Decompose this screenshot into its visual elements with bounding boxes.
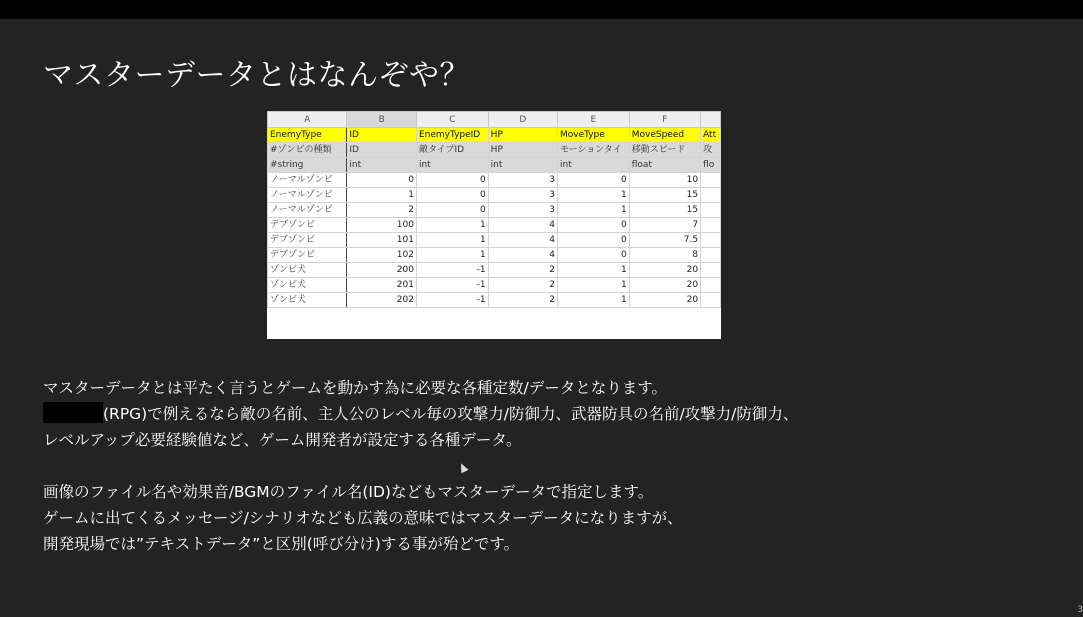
- table-cell: 4: [488, 233, 557, 248]
- table-cell: 1: [557, 278, 629, 293]
- table-cell: MoveSpeed: [629, 128, 700, 143]
- table-cell: int: [488, 158, 557, 173]
- table-cell: Att: [701, 128, 721, 143]
- table-cell: 0: [416, 188, 488, 203]
- table-cell: EnemyType: [268, 128, 347, 143]
- column-letter: B: [347, 112, 417, 128]
- table-cell: 1: [557, 203, 629, 218]
- table-row: [268, 128, 721, 143]
- table-cell: ゾンビ犬: [268, 278, 347, 293]
- top-bar: [0, 0, 1083, 19]
- table-cell: 0: [557, 248, 629, 263]
- table-cell: 2: [488, 263, 557, 278]
- table-row: [268, 248, 721, 263]
- column-header-row: [268, 112, 721, 128]
- table-cell: 3: [488, 203, 557, 218]
- table-cell: デブゾンビ: [268, 218, 347, 233]
- table-cell: デブゾンビ: [268, 248, 347, 263]
- table-cell: [701, 248, 721, 263]
- table-cell: 200: [347, 263, 417, 278]
- table-row: [268, 233, 721, 248]
- table-cell: 101: [347, 233, 417, 248]
- table-cell: 3: [488, 173, 557, 188]
- table-cell: 7.5: [629, 233, 700, 248]
- table-cell: 1: [557, 293, 629, 308]
- column-letter: [701, 112, 721, 128]
- table-cell: 15: [629, 188, 700, 203]
- table-cell: ノーマルゾンビ: [268, 173, 347, 188]
- column-letter: C: [416, 112, 488, 128]
- table-cell: [701, 188, 721, 203]
- table-cell: flo: [701, 158, 721, 173]
- paragraph-gap: [43, 453, 1043, 479]
- table-row: [268, 143, 721, 158]
- table-cell: 15: [629, 203, 700, 218]
- body-line: 開発現場では”テキストデータ”と区別(呼び分け)する事が殆どです。: [43, 535, 520, 553]
- table-row: [268, 218, 721, 233]
- table-row: [268, 188, 721, 203]
- table-cell: int: [557, 158, 629, 173]
- table-cell: 移動スピード: [629, 143, 700, 158]
- table-cell: HP: [488, 143, 557, 158]
- table-cell: ゾンビ犬: [268, 263, 347, 278]
- table-cell: 敵タイプID: [416, 143, 488, 158]
- column-letter: A: [268, 112, 347, 128]
- column-letter: D: [488, 112, 557, 128]
- table-cell: EnemyTypeID: [416, 128, 488, 143]
- table-cell: 2: [488, 278, 557, 293]
- spreadsheet-image: [267, 111, 721, 339]
- table-cell: 202: [347, 293, 417, 308]
- table-cell: float: [629, 158, 700, 173]
- table-cell: 8: [629, 248, 700, 263]
- body-line-text: (RPG)で例えるなら敵の名前、主人公のレベル毎の攻撃力/防御力、武器防具の名前/攻撃力/防御力、: [103, 405, 799, 423]
- table-cell: 1: [557, 263, 629, 278]
- table-cell: ゾンビ犬: [268, 293, 347, 308]
- page-number: 3: [1077, 605, 1083, 615]
- table-cell: 1: [416, 233, 488, 248]
- table-cell: 100: [347, 218, 417, 233]
- table-cell: 1: [347, 188, 417, 203]
- body-line: レベルアップ必要経験値など、ゲーム開発者が設定する各種データ。: [43, 431, 522, 449]
- table-cell: [701, 263, 721, 278]
- table-cell: 10: [629, 173, 700, 188]
- table-cell: -1: [416, 263, 488, 278]
- table-cell: 4: [488, 218, 557, 233]
- table-cell: 2: [347, 203, 417, 218]
- body-text: [43, 375, 1043, 557]
- body-line: [43, 401, 1043, 427]
- table-cell: ノーマルゾンビ: [268, 188, 347, 203]
- table-cell: #string: [268, 158, 347, 173]
- table-cell: [701, 233, 721, 248]
- table-cell: MoveType: [557, 128, 629, 143]
- table-cell: 201: [347, 278, 417, 293]
- redaction-box: [43, 402, 103, 423]
- body-line: マスターデータとは平たく言うとゲームを動かす為に必要な各種定数/データとなります。: [43, 379, 667, 397]
- column-letter: E: [557, 112, 629, 128]
- table-cell: 2: [488, 293, 557, 308]
- table-cell: 0: [347, 173, 417, 188]
- table-cell: 7: [629, 218, 700, 233]
- table-row: [268, 293, 721, 308]
- body-line: 画像のファイル名や効果音/BGMのファイル名(ID)などもマスターデータで指定します。: [43, 483, 654, 501]
- table-cell: ノーマルゾンビ: [268, 203, 347, 218]
- table-cell: 1: [557, 188, 629, 203]
- slide-title: マスターデータとはなんぞや？: [43, 58, 470, 93]
- table-cell: 0: [557, 173, 629, 188]
- table-cell: [701, 173, 721, 188]
- column-letter: F: [629, 112, 700, 128]
- table-cell: #ゾンビの種類: [268, 143, 347, 158]
- table-cell: [701, 218, 721, 233]
- table-cell: 0: [416, 173, 488, 188]
- body-line: ゲームに出てくるメッセージ/シナリオなども広義の意味ではマスターデータになりますが、: [43, 509, 683, 527]
- table-cell: モーションタイ: [557, 143, 629, 158]
- table-cell: 20: [629, 263, 700, 278]
- table-cell: HP: [488, 128, 557, 143]
- table-cell: 0: [557, 218, 629, 233]
- table-cell: -1: [416, 278, 488, 293]
- table-cell: ID: [347, 128, 417, 143]
- table-row: [268, 263, 721, 278]
- table-cell: ID: [347, 143, 417, 158]
- table-row: [268, 158, 721, 173]
- table-row: [268, 203, 721, 218]
- table-cell: 0: [557, 233, 629, 248]
- table-cell: 1: [416, 218, 488, 233]
- table-cell: 攻: [701, 143, 721, 158]
- table-cell: 102: [347, 248, 417, 263]
- table-cell: 20: [629, 293, 700, 308]
- table-cell: 1: [416, 248, 488, 263]
- table-cell: [701, 278, 721, 293]
- table-row: [268, 173, 721, 188]
- table-cell: int: [347, 158, 417, 173]
- master-data-table: [267, 111, 721, 308]
- table-cell: デブゾンビ: [268, 233, 347, 248]
- table-cell: [701, 293, 721, 308]
- table-row: [268, 278, 721, 293]
- table-cell: [701, 203, 721, 218]
- table-cell: int: [416, 158, 488, 173]
- table-cell: 3: [488, 188, 557, 203]
- table-cell: -1: [416, 293, 488, 308]
- table-cell: 4: [488, 248, 557, 263]
- table-cell: 0: [416, 203, 488, 218]
- table-cell: 20: [629, 278, 700, 293]
